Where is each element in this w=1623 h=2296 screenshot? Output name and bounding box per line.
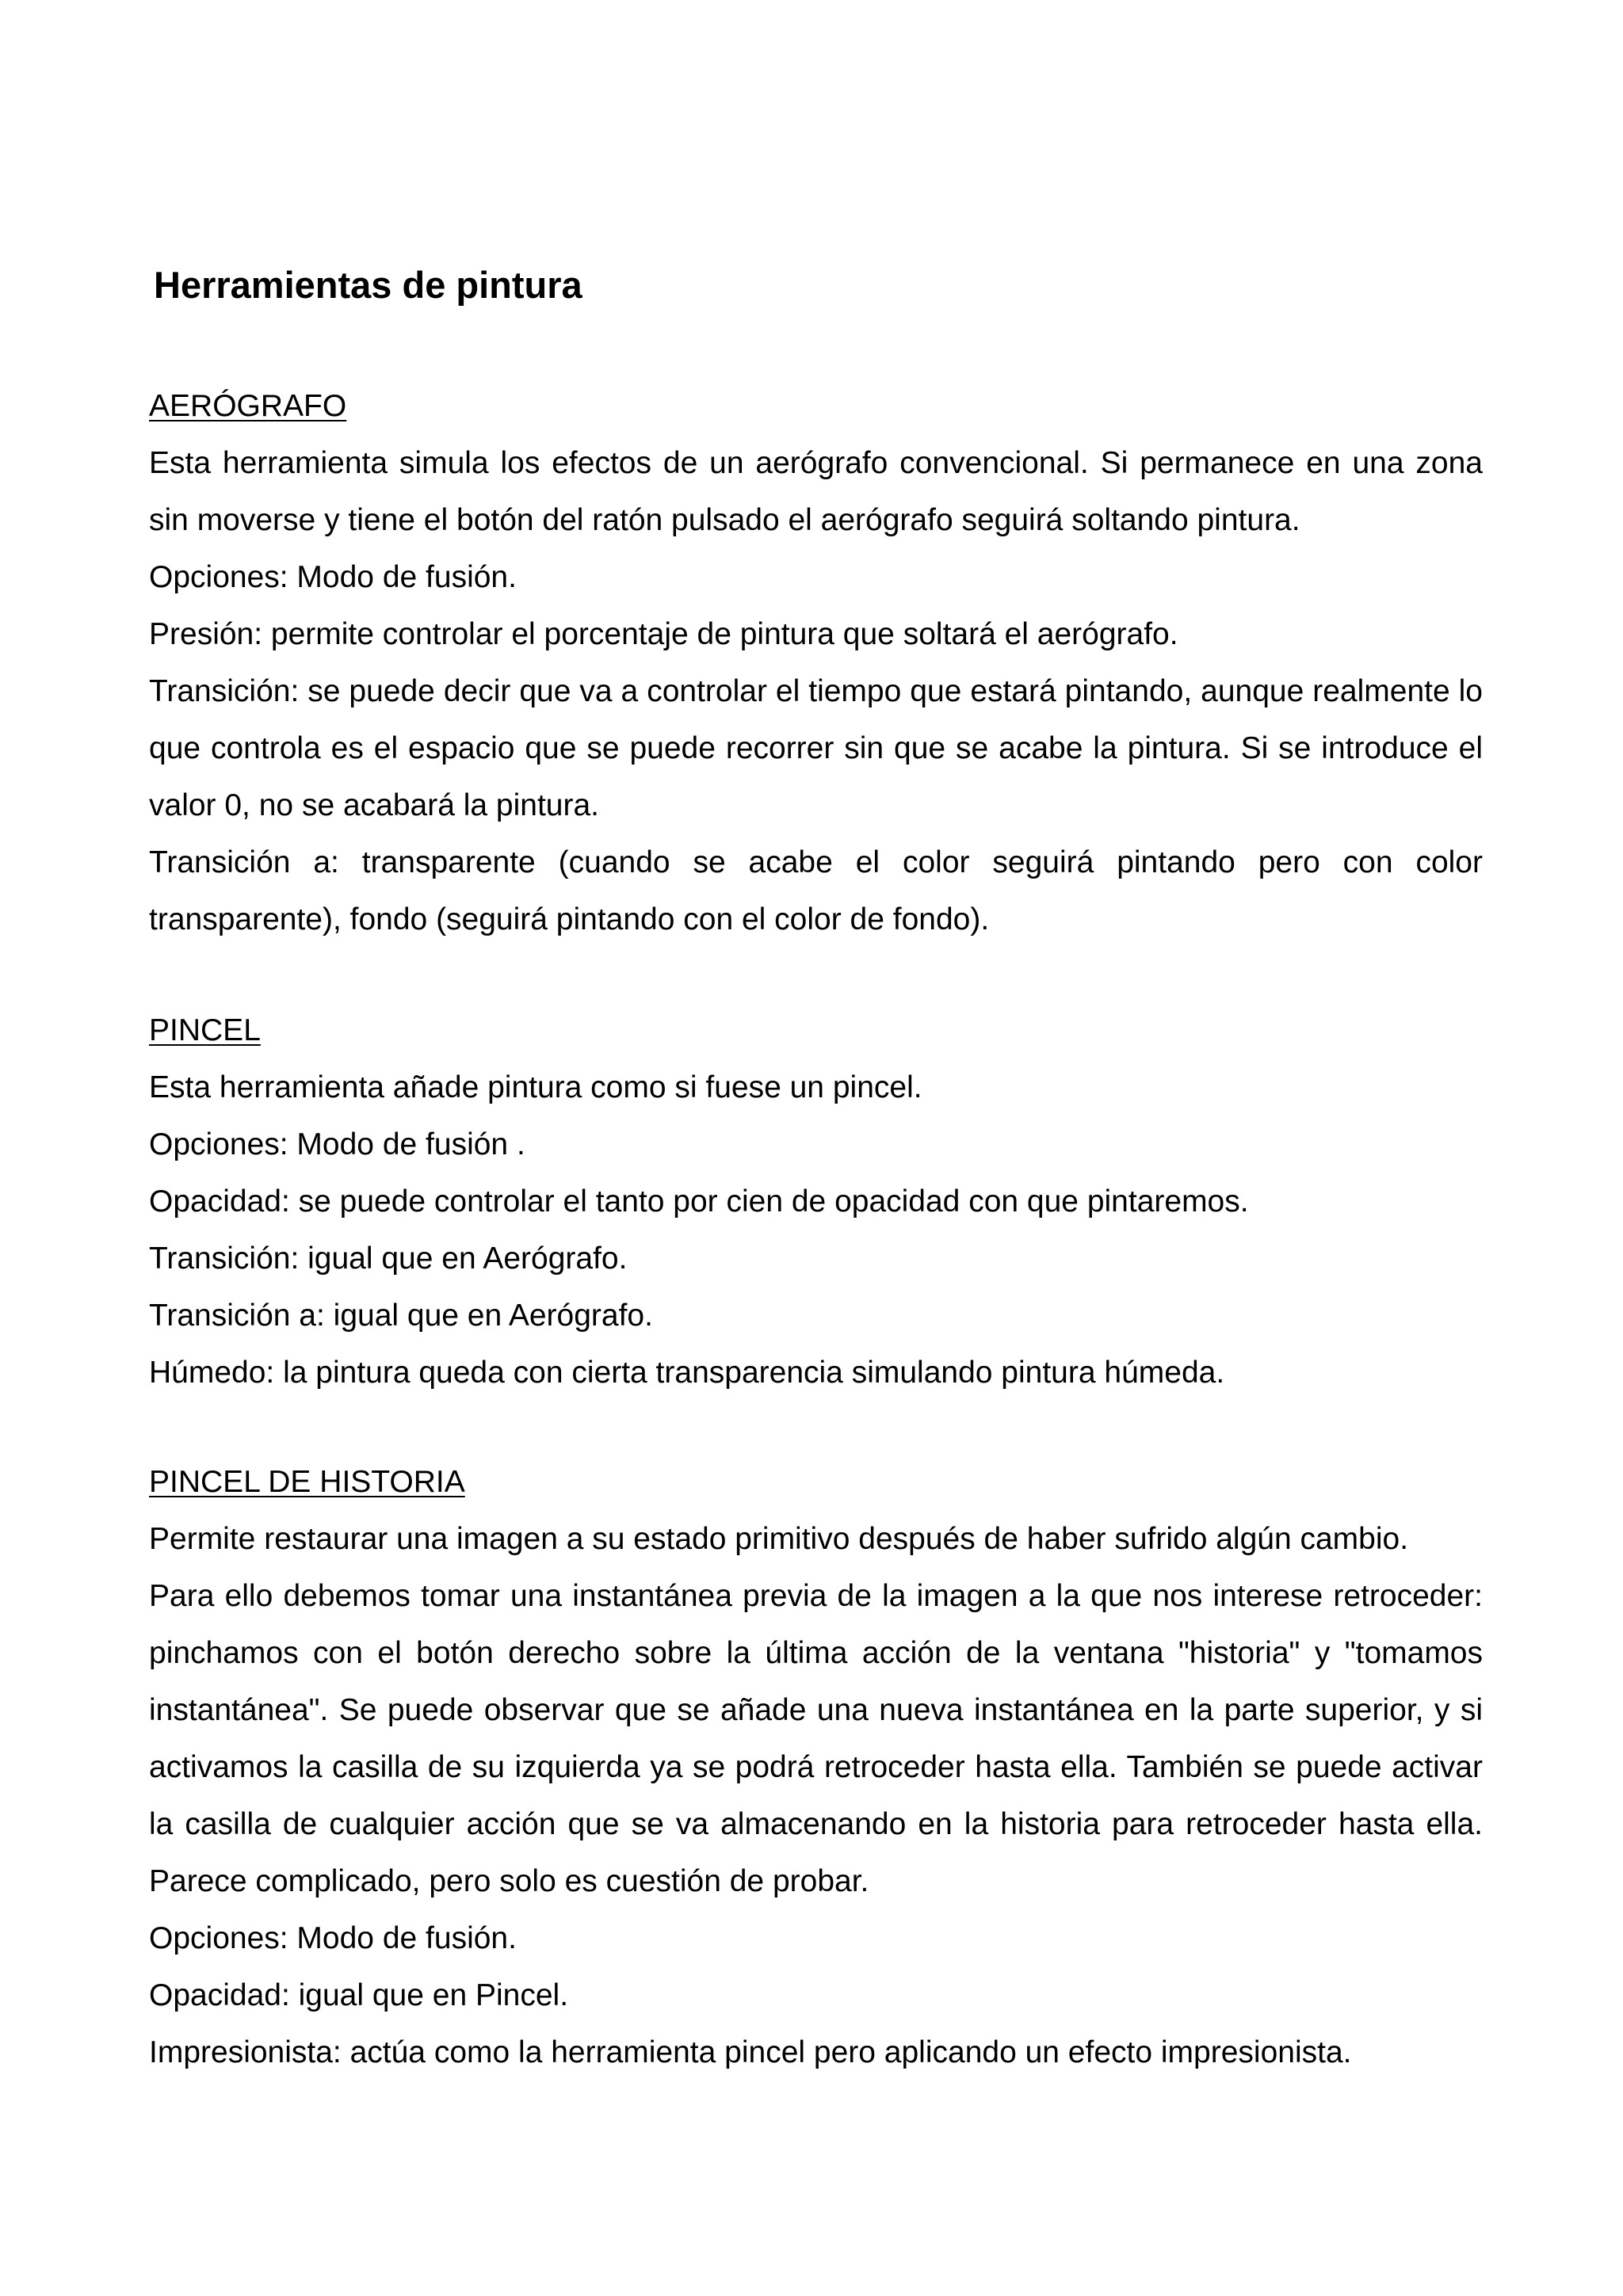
pincel-intro: Esta herramienta añade pintura como si fuese un pincel. [149,1070,922,1104]
section-heading-aerografo: AERÓGRAFO [149,389,347,423]
aerografo-opciones: Opciones: Modo de fusión. [149,560,517,594]
historia-detalle: Para ello debemos tomar una instantánea previa de la imagen a la que nos interese retroceder: pinchamos con el botón derecho sobre la última acción de la ventana "historia" y "tomamos instantánea". Se puede observar que se añade una nueva instantánea en la parte superior, y si activamos la casilla de su izquierda ya se podrá retroceder hasta ella. También se puede activar la casilla de cualquier acción que se va almacenando en la historia para retroceder hasta ella. Parece complicado, pero solo es cuestión de probar. [149,1579,1483,1898]
section-heading-pincel-historia: PINCEL DE HISTORIA [149,1465,465,1499]
section-pincel [149,1002,1483,1402]
historia-opciones: Opciones: Modo de fusión. [149,1921,517,1955]
aerografo-transicion-a: Transición a: transparente (cuando se acabe el color seguirá pintando pero con color transparente), fondo (seguirá pintando con el color de fondo). [149,845,1483,936]
page-title: Herramientas de pintura [154,264,582,306]
historia-impresionista: Impresionista: actúa como la herramienta pincel pero aplicando un efecto impresionista. [149,2035,1352,2069]
section-aerografo [149,378,1483,948]
historia-intro: Permite restaurar una imagen a su estado primitivo después de haber sufrido algún cambio. [149,1522,1409,1556]
aerografo-transicion: Transición: se puede decir que va a controlar el tiempo que estará pintando, aunque realmente lo que controla es el espacio que se puede recorrer sin que se acabe la pintura. Si se introduce el valor 0, no se acabará la pintura. [149,674,1483,822]
pincel-transicion-a: Transición a: igual que en Aerógrafo. [149,1299,653,1333]
pincel-transicion: Transición: igual que en Aerógrafo. [149,1241,628,1276]
section-pincel-historia [149,1454,1483,2081]
aerografo-intro: Esta herramienta simula los efectos de un aerógrafo convencional. Si permanece en una zona sin moverse y tiene el botón del ratón pulsado el aerógrafo seguirá soltando pintura. [149,446,1483,537]
pincel-opciones: Opciones: Modo de fusión . [149,1127,525,1161]
section-heading-pincel: PINCEL [149,1013,261,1047]
pincel-opacidad: Opacidad: se puede controlar el tanto por cien de opacidad con que pintaremos. [149,1184,1249,1219]
historia-opacidad: Opacidad: igual que en Pincel. [149,1978,569,2012]
pincel-humedo: Húmedo: la pintura queda con cierta transparencia simulando pintura húmeda. [149,1356,1225,1390]
aerografo-presion: Presión: permite controlar el porcentaje de pintura que soltará el aerógrafo. [149,617,1178,651]
